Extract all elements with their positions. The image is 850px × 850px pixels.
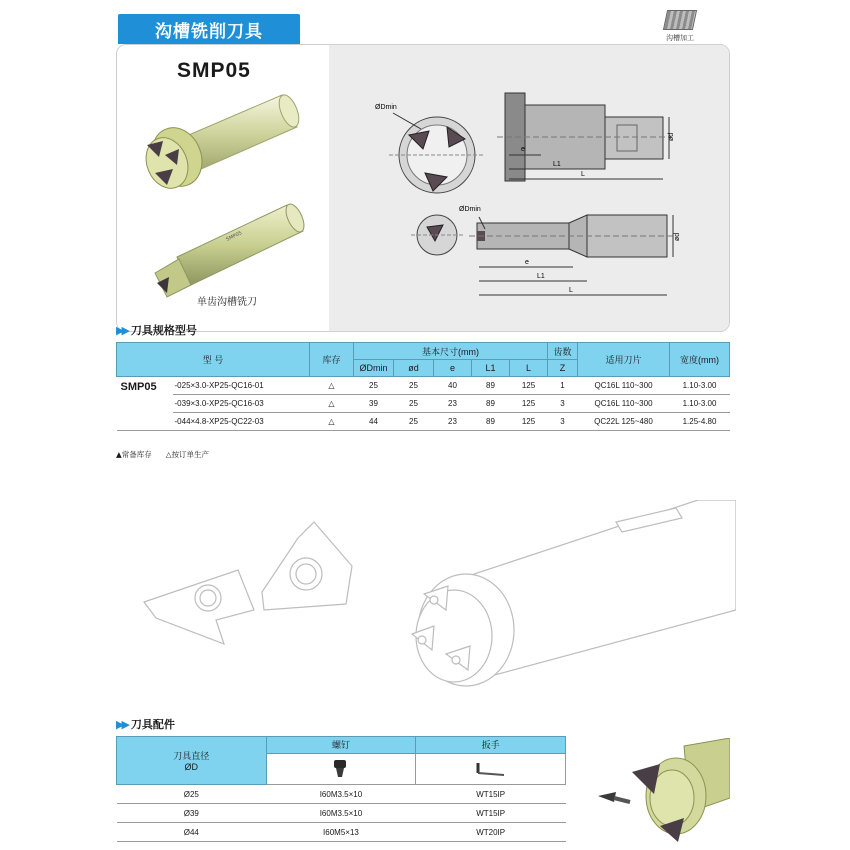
row-l: 125 (510, 413, 548, 431)
row-insert: QC16L 110~300 (578, 395, 670, 413)
table-row (117, 395, 730, 413)
col-width: 宽度(mm) (670, 343, 730, 377)
legend-order: △按订单生产 (165, 450, 210, 459)
d-label-2: ød (674, 232, 681, 241)
row-wrench: WT20IP (416, 823, 566, 842)
groove-block-icon (663, 10, 697, 30)
col-e: e (434, 360, 472, 377)
badge-caption: 沟槽加工 (666, 34, 694, 42)
tool-photos (117, 45, 329, 332)
col-model: 型 号 (117, 343, 310, 377)
row-width: 1.10-3.00 (670, 395, 730, 413)
row-wrench: WT15IP (416, 804, 566, 823)
row-l1: 89 (472, 413, 510, 431)
row-z: 1 (548, 377, 578, 395)
accessory-photo (580, 738, 730, 848)
accessories-table (116, 736, 566, 842)
e-label-2: e (525, 259, 529, 266)
row-diameter: Ø39 (117, 804, 267, 823)
row-screw: I60M5×13 (266, 823, 416, 842)
row-stock: △ (310, 413, 354, 431)
row-d: 25 (394, 395, 434, 413)
row-e: 40 (434, 377, 472, 395)
svg-text:SMP05: SMP05 (225, 230, 244, 243)
groove-machining-badge (660, 8, 700, 46)
single-tooth-caption: 单齿沟槽铣刀 (197, 297, 257, 308)
row-stock: △ (310, 377, 354, 395)
technical-drawings (329, 45, 730, 331)
col-wrench: 扳手 (416, 737, 566, 754)
row-insert: QC22L 125~480 (578, 413, 670, 431)
col-teeth: 齿数 (548, 343, 578, 360)
table-row (117, 785, 566, 804)
product-hero (116, 44, 730, 332)
row-l1: 89 (472, 377, 510, 395)
d-label-1: ød (668, 132, 675, 141)
row-diameter: Ø25 (117, 785, 267, 804)
row-model: -025×3.0-XP25-QC16-01 (173, 377, 310, 395)
l-label-2: L (569, 287, 573, 294)
row-width: 1.25-4.80 (670, 413, 730, 431)
row-l: 125 (510, 395, 548, 413)
row-dmin: 39 (354, 395, 394, 413)
col-d: ød (394, 360, 434, 377)
row-d: 25 (394, 413, 434, 431)
row-screw: I60M3.5×10 (266, 804, 416, 823)
l1-label-1: L1 (553, 161, 561, 168)
screw-image-cell (266, 753, 416, 784)
side-view-single-tooth (459, 206, 681, 295)
spec-section-heading (116, 322, 197, 338)
wrench-icon (474, 757, 508, 779)
col-teeth-z: Z (548, 360, 578, 377)
double-arrow-icon: ▶▶ (116, 323, 127, 337)
row-screw: I60M3.5×10 (266, 785, 416, 804)
row-model: -044×4.8-XP25-QC22-03 (173, 413, 310, 431)
l-label-1: L (581, 171, 585, 178)
wrench-image-cell (416, 753, 566, 784)
row-e: 23 (434, 413, 472, 431)
accessories-heading-text: 刀具配件 (130, 718, 175, 731)
row-model: -039×3.0-XP25-QC16-03 (173, 395, 310, 413)
col-dmin: ØDmin (354, 360, 394, 377)
table-row (117, 823, 566, 842)
col-diameter (117, 737, 267, 785)
col-l1: L1 (472, 360, 510, 377)
three-tooth-cutter-photo (139, 92, 303, 194)
table-row (117, 413, 730, 431)
col-screw: 螺钉 (266, 737, 416, 754)
row-width: 1.10-3.00 (670, 377, 730, 395)
row-l1: 89 (472, 395, 510, 413)
single-tooth-cutter-photo (155, 201, 308, 297)
row-insert: QC16L 110~300 (578, 377, 670, 395)
insert-illustration-2 (262, 522, 352, 610)
end-view-three-tooth (375, 104, 485, 193)
col-stock: 库存 (310, 343, 354, 377)
col-l: L (510, 360, 548, 377)
insert-illustration-1 (144, 570, 254, 644)
side-view-three-tooth (497, 93, 675, 181)
product-photos (117, 45, 329, 331)
stock-legend (116, 449, 209, 460)
legend-stock: ▲常备库存 (116, 450, 152, 459)
col-basic-dims: 基本尺寸(mm) (354, 343, 548, 360)
l1-label-2: L1 (537, 273, 545, 280)
model-name: SMP05 (177, 59, 251, 82)
cutter-body-illustration (412, 500, 736, 686)
double-arrow-icon: ▶▶ (116, 717, 127, 731)
col-insert: 适用刀片 (578, 343, 670, 377)
row-d: 25 (394, 377, 434, 395)
table-row (117, 804, 566, 823)
dmin-label-1: ØDmin (375, 104, 397, 111)
diameter-subheader: ØD (184, 762, 199, 772)
row-dmin: 44 (354, 413, 394, 431)
row-stock: △ (310, 395, 354, 413)
accessories-section-heading (116, 716, 175, 732)
row-diameter: Ø44 (117, 823, 267, 842)
screw-icon (326, 757, 356, 779)
page-title: 沟槽铣削刀具 (118, 14, 300, 44)
e-label-1: e (521, 146, 525, 153)
spec-heading-text: 刀具规格型号 (130, 324, 197, 337)
row-e: 23 (434, 395, 472, 413)
table-row (117, 377, 730, 395)
row-z: 3 (548, 395, 578, 413)
row-l: 125 (510, 377, 548, 395)
series-name: SMP05 (117, 377, 173, 431)
spec-table (116, 342, 730, 431)
dmin-label-2: ØDmin (459, 206, 481, 213)
end-view-single-tooth (411, 215, 463, 255)
diameter-header: 刀具直径 (173, 751, 210, 761)
row-z: 3 (548, 413, 578, 431)
row-dmin: 25 (354, 377, 394, 395)
insert-and-cutter-illustration (116, 500, 736, 700)
row-wrench: WT15IP (416, 785, 566, 804)
